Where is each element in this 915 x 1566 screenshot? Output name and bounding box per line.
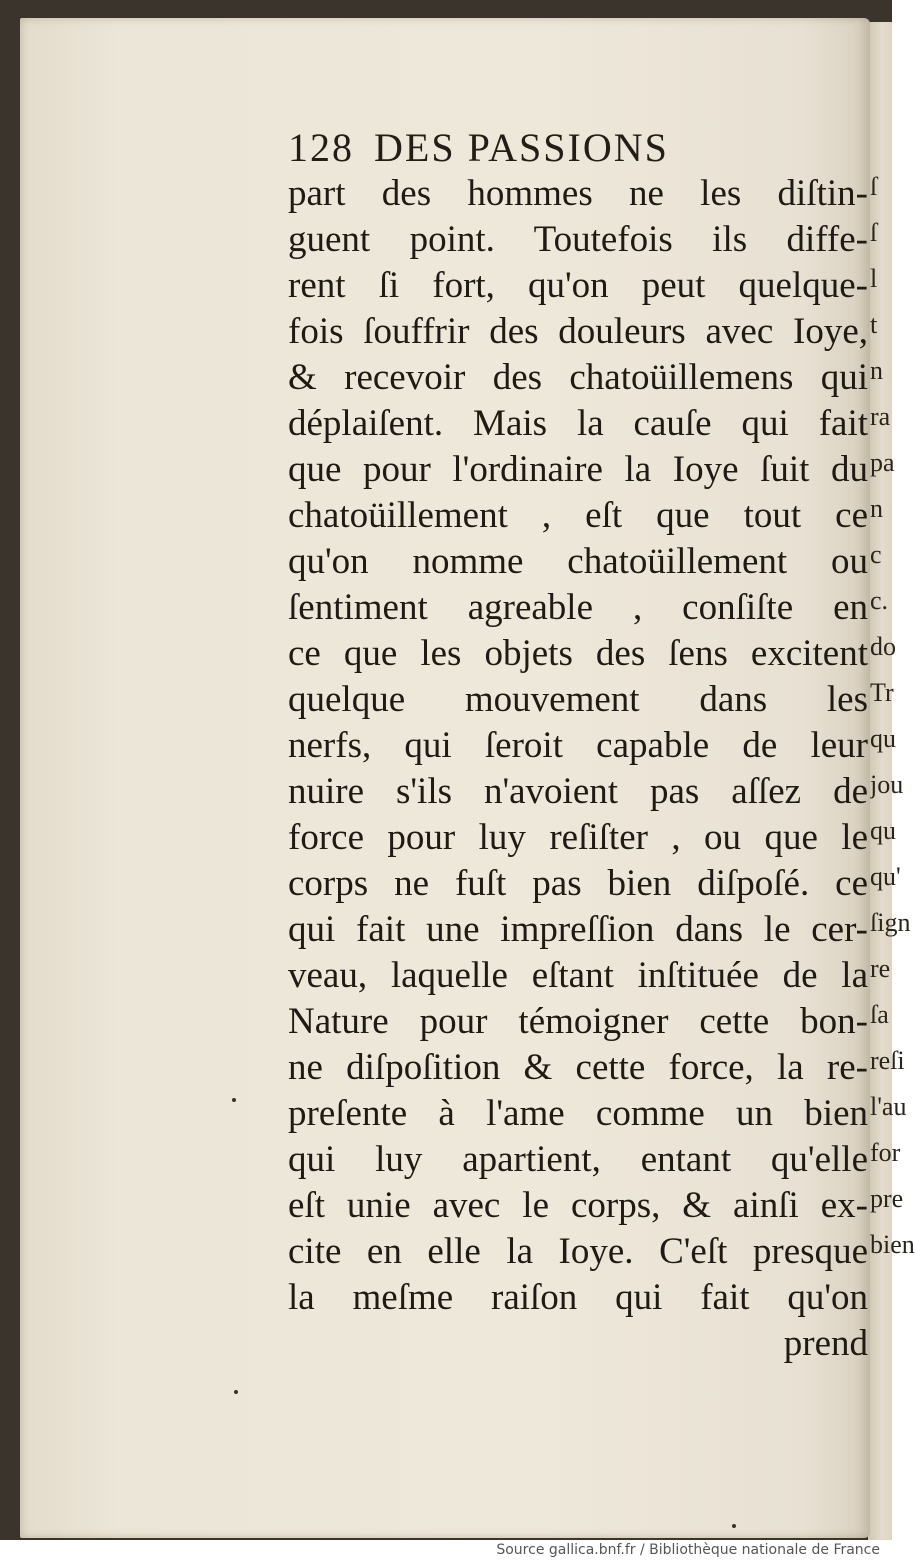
facing-page-fragment: c.	[870, 586, 889, 615]
text-line: veau, laquelle eſtant inſtituée de la	[288, 955, 868, 996]
facing-page-fragment: n	[870, 494, 883, 523]
facing-page-fragment: jou	[870, 770, 904, 799]
book-page	[20, 18, 870, 1538]
facing-page-fragment: do	[870, 632, 896, 661]
facing-page-fragment: ſ	[870, 218, 878, 247]
text-line: nerfs, qui ſeroit capable de leur	[288, 725, 868, 766]
facing-page-fragment: n	[870, 356, 883, 385]
text-line: part des hommes ne les diſtin-	[288, 173, 868, 214]
text-line: corps ne fuſt pas bien diſpoſé. ce	[288, 863, 868, 904]
facing-page-fragment: re	[870, 954, 891, 983]
facing-page-fragment: reſi	[870, 1046, 905, 1075]
catchword: prend	[783, 1323, 868, 1364]
facing-page-fragment: pre	[870, 1184, 904, 1213]
page-number: 128	[288, 125, 354, 170]
text-line: guent point. Toutefois ils diffe-	[288, 219, 868, 260]
text-line: ce que les objets des ſens excitent	[288, 633, 868, 674]
text-line: quelque mouvement dans les	[288, 679, 868, 720]
running-head	[288, 124, 669, 171]
text-line: la meſme raiſon qui fait qu'on	[288, 1277, 868, 1318]
facing-page-fragment: ſ	[870, 172, 878, 201]
facing-page-fragment: l	[870, 264, 878, 293]
text-line: ſentiment agreable , conſiſte en	[288, 587, 868, 628]
facing-page-fragment: qu	[870, 724, 896, 753]
facing-page-fragment: qu'	[870, 862, 901, 891]
text-line: qui fait une impreſſion dans le cer-	[288, 909, 868, 950]
facing-page-fragment: ra	[870, 402, 891, 431]
text-line: fois ſouffrir des douleurs avec Ioye,	[288, 311, 868, 352]
text-line: eſt unie avec le corps, & ainſi ex-	[288, 1185, 868, 1226]
text-line: preſente à l'ame comme un bien	[288, 1093, 868, 1134]
ink-speck	[234, 1390, 238, 1394]
text-line: Nature pour témoigner cette bon-	[288, 1001, 868, 1042]
running-title: DES PASSIONS	[374, 125, 669, 170]
text-line: qui luy apartient, entant qu'elle	[288, 1139, 868, 1180]
body-text	[288, 171, 868, 1367]
text-line: ne diſpoſition & cette force, la re-	[288, 1047, 868, 1088]
text-line: cite en elle la Ioye. C'eſt presque	[288, 1231, 868, 1272]
text-line: qu'on nomme chatoüillement ou	[288, 541, 868, 582]
facing-page-fragment: Tr	[870, 678, 894, 707]
footer-bar	[0, 1540, 892, 1566]
text-line: force pour luy reſiſter , ou que le	[288, 817, 868, 858]
text-line: déplaiſent. Mais la cauſe qui fait	[288, 403, 868, 444]
ink-speck	[732, 1524, 736, 1528]
facing-page-fragment: bien	[870, 1230, 915, 1259]
facing-page-fragment: c	[870, 540, 882, 569]
text-line: chatoüillement , eſt que tout ce	[288, 495, 868, 536]
facing-page-fragment: t	[870, 310, 878, 339]
text-line: & recevoir des chatoüillemens qui	[288, 357, 868, 398]
facing-page-fragment: qu	[870, 816, 896, 845]
facing-page-fragment: for	[870, 1138, 901, 1167]
facing-page-fragment: ſign	[870, 908, 911, 937]
ink-speck	[232, 1098, 236, 1102]
facing-page-fragment: pa	[870, 448, 895, 477]
source-credit: Source gallica.bnf.fr / Bibliothèque nationale de France	[496, 1542, 880, 1558]
facing-page-fragment: l'au	[870, 1092, 907, 1121]
text-line: que pour l'ordinaire la Ioye ſuit du	[288, 449, 868, 490]
facing-page-edge	[868, 22, 915, 1542]
text-line: rent ſi fort, qu'on peut quelque-	[288, 265, 868, 306]
text-line: nuire s'ils n'avoient pas aſſez de	[288, 771, 868, 812]
facing-page-fragment: ſa	[870, 1000, 889, 1029]
